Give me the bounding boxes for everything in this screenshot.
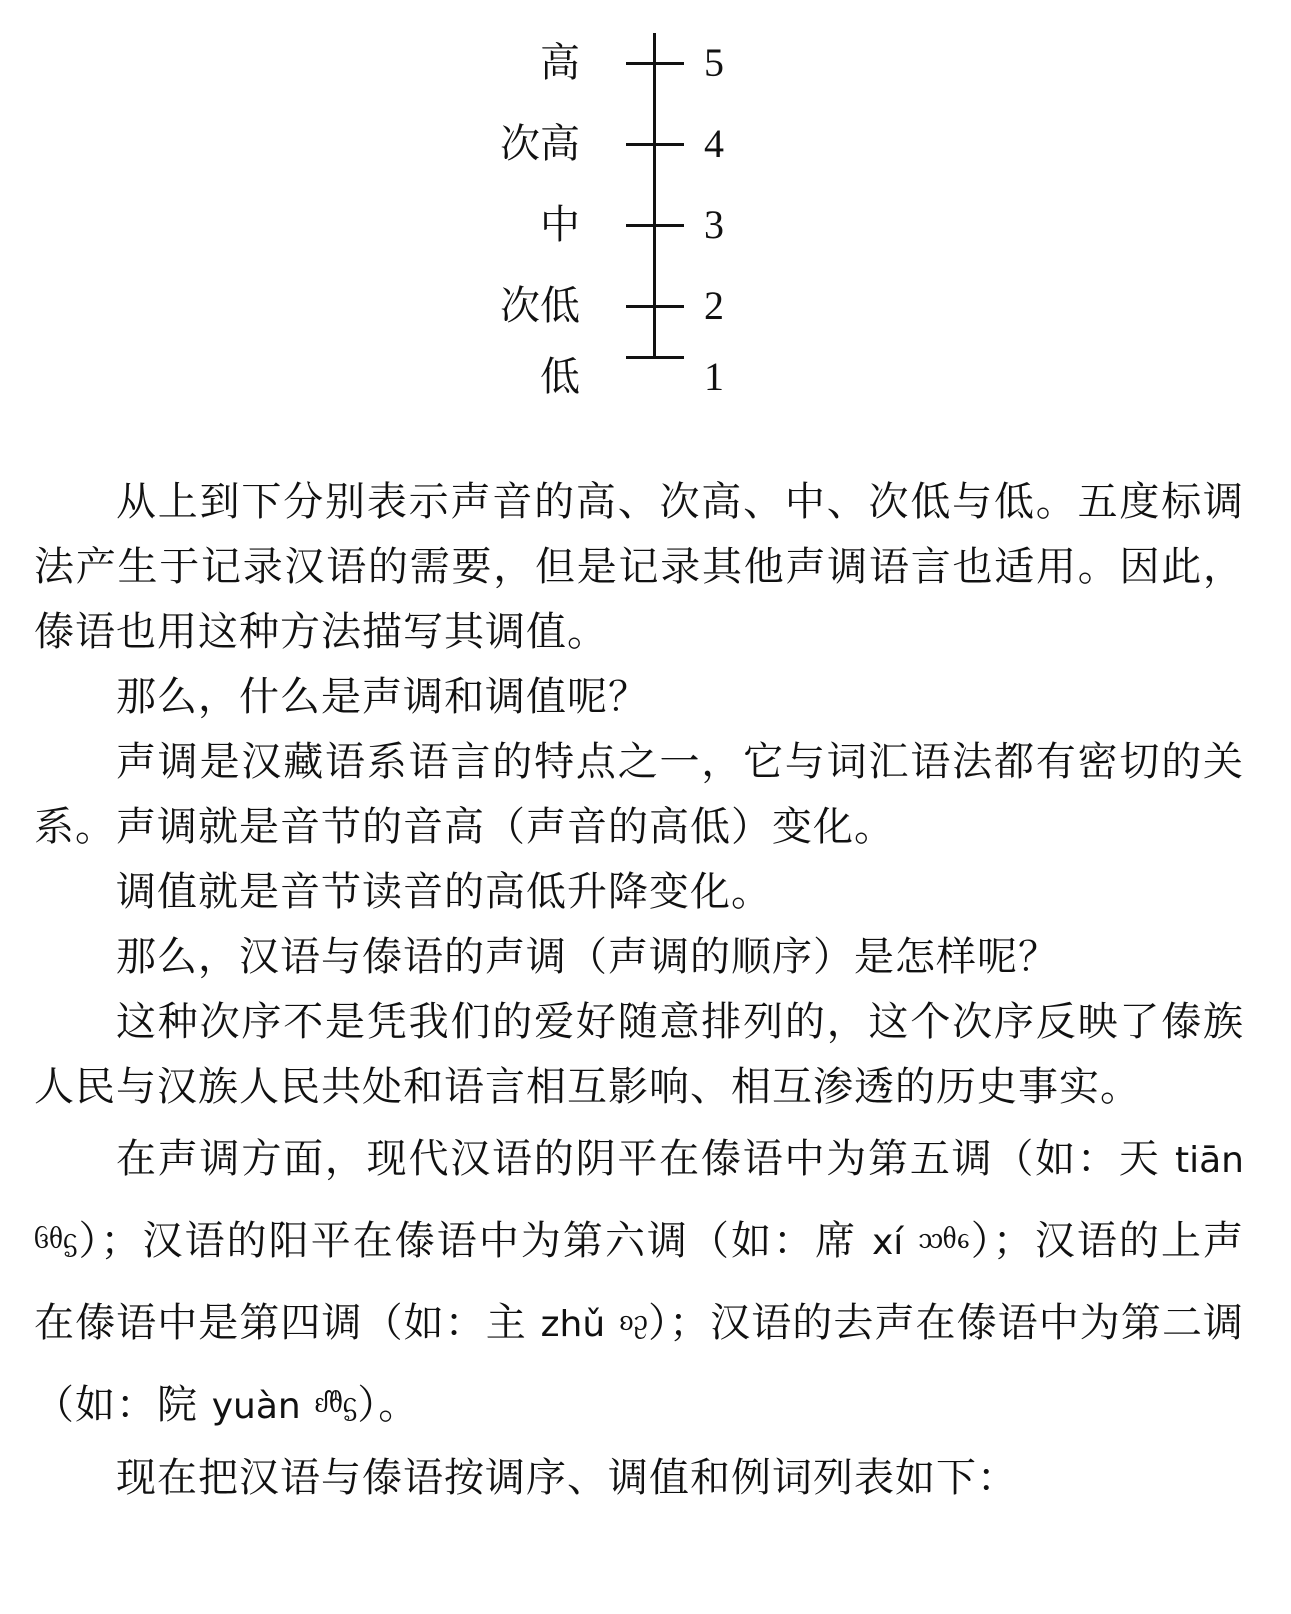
tai-word-tian: ᦑᦲᧃ (34, 1221, 78, 1256)
paragraph: 那么，什么是声调和调值呢？ (116, 674, 649, 720)
tone-level-label: 次低 (500, 283, 580, 329)
tone-level-number: 1 (704, 354, 724, 399)
pinyin-zhu: zhǔ (540, 1304, 606, 1345)
tone-level-4 (480, 113, 760, 173)
paragraph: 这种次序不是凭我们的爱好随意排列的，这个次序反映了傣族人民与汉族人民共处和语言相互影响、相互渗透的历史事实。 (34, 999, 1244, 1110)
tone-level-number: 2 (704, 283, 724, 328)
tone-level-label: 次高 (500, 121, 580, 167)
tone-level-tick (626, 143, 684, 146)
tai-word-xi: ᦉᦲᧈ (918, 1221, 970, 1256)
paragraph: 声调是汉藏语系语言的特点之一，它与词汇语法都有密切的关系。声调就是音节的音高（声音的高低）变化。 (34, 739, 1244, 850)
paragraph: 现在把汉语与傣语按调序、调值和例词列表如下： (116, 1455, 1018, 1501)
tai-word-zhu: ᦈᦳ (618, 1303, 648, 1338)
tone-level-tick (626, 305, 684, 308)
tai-word-yuan: ᦊᦹᧃ (314, 1385, 358, 1420)
tone-level-5 (480, 32, 760, 92)
text-run: ）；汉语的去声在傣语中为第二调（如：院 (34, 1300, 1245, 1428)
body-text (34, 470, 1244, 1511)
pinyin-yuan: yuàn (211, 1386, 301, 1427)
tone-level-tick (626, 356, 684, 359)
tone-level-number: 3 (704, 202, 724, 247)
five-level-tone-scale (480, 20, 760, 420)
tone-level-label: 中 (540, 202, 580, 248)
tone-level-number: 5 (704, 40, 724, 85)
pinyin-tian: tiān (1175, 1140, 1244, 1181)
pinyin-xi: xí (871, 1222, 904, 1263)
text-run: ）；汉语的阳平在傣语中为第六调（如：席 (77, 1218, 872, 1264)
tone-level-1 (480, 326, 760, 400)
tone-level-3 (480, 194, 760, 254)
paragraph: 那么，汉语与傣语的声调（声调的顺序）是怎样呢？ (116, 934, 1059, 980)
tone-level-number: 4 (704, 121, 724, 166)
text-run: 在声调方面，现代汉语的阴平在傣语中为第五调（如：天 (116, 1136, 1175, 1182)
paragraph: 从上到下分别表示声音的高、次高、中、次低与低。五度标调法产生于记录汉语的需要，但是记录其他声调语言也适用。因此，傣语也用这种方法描写其调值。 (34, 479, 1244, 655)
text-run: ）。 (357, 1382, 420, 1428)
tone-level-label: 低 (540, 354, 580, 400)
text-run: ）；汉语的上声在傣语中是第四调（如：主 (34, 1218, 1245, 1346)
tone-examples-paragraph (34, 1120, 1244, 1446)
tone-level-tick (626, 62, 684, 65)
tone-level-tick (626, 224, 684, 227)
tone-level-label: 高 (540, 40, 580, 86)
paragraph: 调值就是音节读音的高低升降变化。 (116, 869, 772, 915)
